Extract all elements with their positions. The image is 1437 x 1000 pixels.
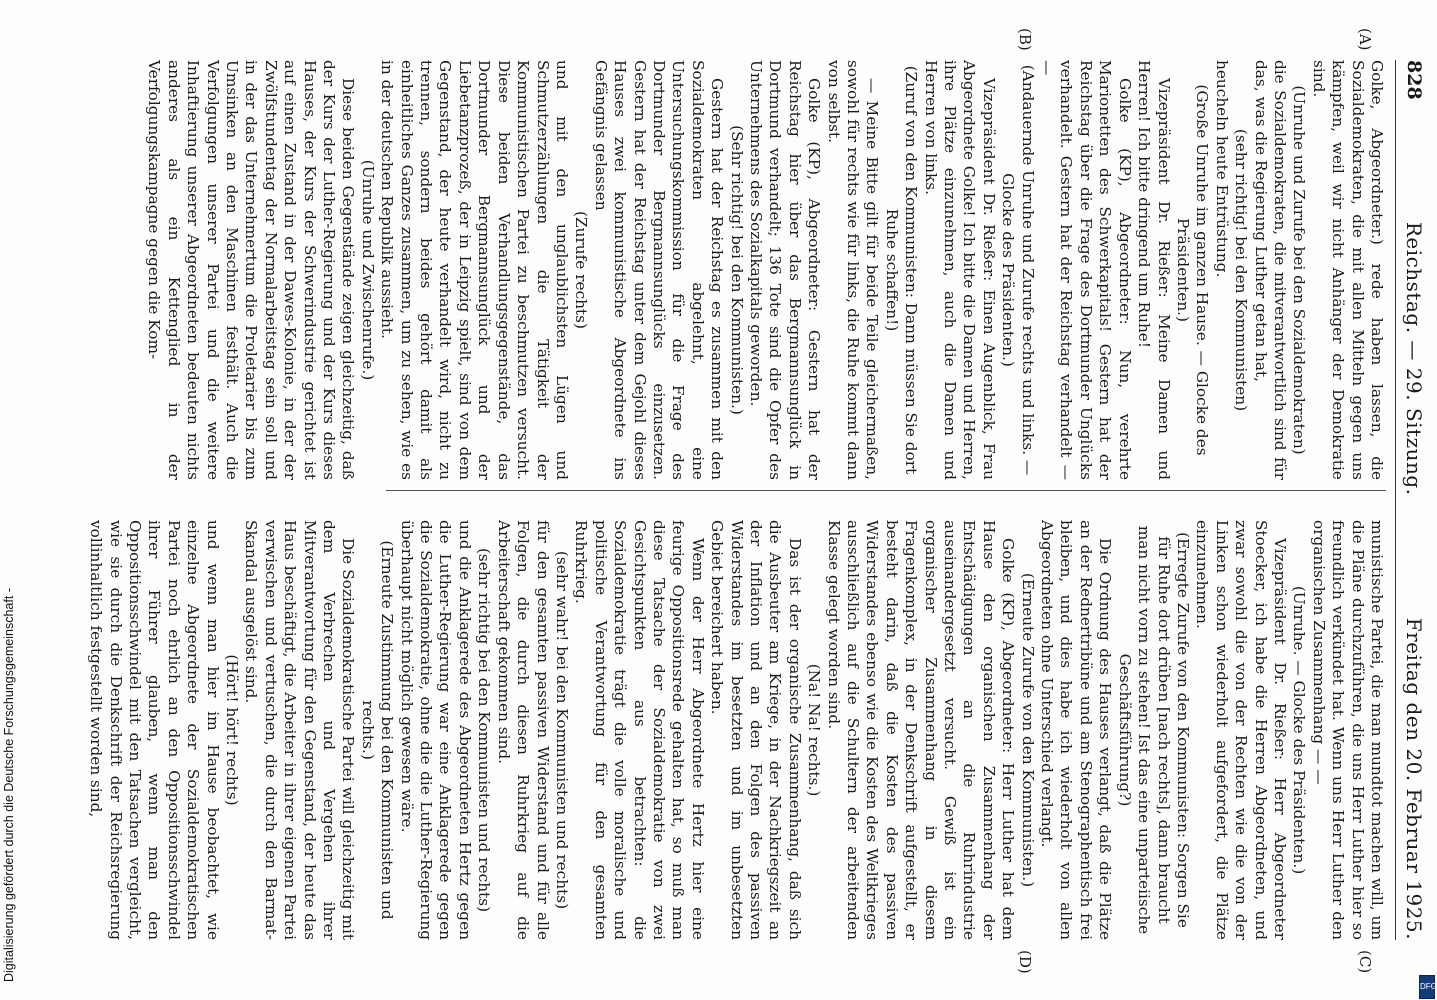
paragraph: und die Anklagerede des Abgeordneten Hertz gegen die Luther-Regierung war eine Anklagerede gegen die Sozialdemokratie, ohne die die Luther-Regierung überhaupt nicht möglich gewesen wäre. xyxy=(397,520,474,940)
paragraph: (Unruhe. — Glocke des Präsidenten.) xyxy=(1290,585,1309,875)
paragraph: — Meine Bitte gilt für beide Teile gleichermaßen, sowohl für rechts wie für links, die Ruhe kommt dann von selbst. xyxy=(824,60,882,480)
margin-mark-a: (A) xyxy=(1356,28,1374,51)
paragraph: (sehr richtig bei den Kommunisten und rechts) xyxy=(475,547,494,913)
paragraph: (Große Unruhe im ganzen Hause. — Glocke des Präsidenten.) xyxy=(1173,84,1212,456)
footer-text: Digitalisierung gefördert durch die Deutsche Forschungsgemeinschaft - xyxy=(2,588,16,982)
margin-mark-d: (D) xyxy=(1016,950,1034,974)
paragraph: (Unruhe und Zwischenrufe.) xyxy=(358,159,377,381)
paragraph: (Andauernde Unruhe und Zurufe rechts und links. — Glocke des Präsidenten.) xyxy=(999,64,1037,476)
paragraph: (Na! Na! rechts.) xyxy=(805,663,824,797)
paragraph: Golke (KP), Abgeordneter: Herr Luther hat dem Hause den organischen Zusammenhang der Entschädigungen an die Ruhrindustrie auseinandergesetzt versucht. Gewiß ist ein organischer Zusammenhang in diesem Fragenkomplex, in der Denkschrift aufgestellt, er besteht darin, daß die Kosten des passiven Widerstandes ebenso wie die Kosten des Weltkrieges ausschließlich auf die Schultern der arbeitenden Klasse gelegt worden sind. xyxy=(824,520,1018,940)
header-date: Freitag den 20. Februar 1925. xyxy=(1402,617,1426,940)
paragraph: die Sozialdemokraten, die mitverantwortlich sind für das, was die Regierung Luther getan hat, xyxy=(1251,60,1289,480)
paragraph: (Sehr richtig! bei den Kommunisten.) xyxy=(727,125,746,415)
paragraph: (Zuruf von den Kommunisten: Dann müssen Sie dort Ruhe schaffen!) xyxy=(882,65,921,475)
text-column-right xyxy=(87,520,1386,940)
paragraph: Golke, Abgeordneter.) rede haben lassen, die Sozialdemokraten, die mit allen Mitteln gegen uns kämpfen, weil wir nicht Anhänger der Demokratie sind. xyxy=(1309,60,1386,480)
paragraph: (Zurufe rechts) xyxy=(572,211,591,329)
header-title: Reichstag. — 29. Sitzung. xyxy=(1402,221,1426,496)
paragraph: (Erneute Zurufe von den Kommunisten.) xyxy=(1018,572,1037,888)
paragraph: Die Ordnung des Hauses verlangt, daß die Plätze an der Rednertribüne und am Stenographentisch frei bleiben, und dies habe ich wiederholt von allen Abgeordneten ohne Unterschied verlangt. xyxy=(1038,520,1115,940)
margin-mark-c: (C) xyxy=(1356,950,1374,974)
paragraph: Vizepräsident Dr. Rießer: Herr Abgeordneter Stoecker, ich habe die Herren Abgeordneten, und zwar sowohl die von der Rechten wie die von der Linken schon wiederholt aufgefordert, die Plätze einzunehmen. xyxy=(1193,520,1289,940)
paragraph: für den gesamten passiven Widerstand und für alle Folgen, die durch diesen Ruhrkrieg auf die Arbeiterschaft gekommen sind. xyxy=(494,520,552,940)
digitization-footer xyxy=(0,0,22,990)
page-number: 828 xyxy=(1403,60,1425,100)
text-column-left xyxy=(145,60,1386,480)
paragraph: munistische Partei, die man mundtot machen will, um die Pläne durchzuführen, die uns Herr Luther hier so freundlich verkündet hat. Wenn uns Herr Luther den organischen Zusammenhang — — xyxy=(1309,520,1386,940)
margin-mark-b: (B) xyxy=(1016,28,1034,51)
paragraph: (Erregte Zurufe von den Kommunisten: Sorgen Sie für Ruhe dort drüben [nach rechts], dann braucht man nicht vorn zu stehen! Ist das eine unparteiische Geschäftsführung?) xyxy=(1115,525,1192,935)
paragraph: (Erneute Zustimmung bei den Kommunisten und rechts.) xyxy=(358,540,397,920)
paragraph: (sehr richtig! bei den Kommunisten) xyxy=(1232,128,1251,412)
paragraph: Wenn der Herr Abgeordnete Hertz hier eine feurige Oppositionsrede gehalten hat, so muß man diese Tatsache der Sozialdemokratie von zwei Gesichtspunkten aus betrachten: die Sozialdemokratie trägt die volle moralische und politische Verantwortung für den gesamten Ruhrkrieg. xyxy=(572,520,707,940)
paragraph: Golke (KP), Abgeordneter: Gestern hat der Reichstag hier über das Bergmannsunglück in Dortmund verhandelt; 136 Tote sind die Opfer des Unternehmens des Sozialkapitals geworden. xyxy=(747,60,824,480)
paragraph: Gestern hat der Reichstag es zusammen mit den Sozialdemokraten abgelehnt, eine Untersuchungskommission für die Frage des Dortmunder Bergmannsunglücks einzusetzen. Gestern hat der Reichstag unter dem Gejohl dieses Hauses zwei kommunistische Abgeordnete ins Gefängnis gelassen xyxy=(591,60,727,480)
paragraph: (sehr wahr! bei den Kommunisten und rechts) xyxy=(552,550,571,910)
paragraph: Vizepräsident Dr. Rießer: Meine Damen und Herren! Ich bitte dringend um Ruhe! xyxy=(1135,60,1173,480)
paragraph: Vizepräsident Dr. Rießer: Einen Augenblick, Frau Abgeordnete Golke! Ich bitte die Damen und Herren, ihre Plätze einzunehmen, auch die Damen und Herren von links. xyxy=(921,60,998,480)
paragraph: Golke (KP), Abgeordneter: Nun, verehrte Marionetten des Schwerkapitals! Gestern hat der Reichstag über die Frage des Dortmunder Unglücks verhandelt. Gestern hat der Reichstag verhandelt — — xyxy=(1038,60,1134,480)
page-header xyxy=(1394,60,1434,940)
paragraph: Die Sozialdemokratische Partei will gleichzeitig mit dem Verbrechen und Vergehen ihrer Mitverantwortung für den Gegenstand, der heute das Haus beschäftigt, die Arbeiter in ihrer eigenen Partei verwischen und vertuschen, die durch den Barmat-Skandal ausgelöst sind. xyxy=(242,520,358,940)
paragraph: und mit den unglaublichsten Lügen und Schmutzerzählungen die Tätigkeit der Kommunistischen Partei zu beschmutzen versucht. Diese beiden Verhandlungsgegenstände, das Dortmunder Bergmannsunglück und der Liebetanzprozeß, der in Leipzig spielt, sind von dem Gegenstand, der heute verhandelt wird, nicht zu trennen, sondern beides gehört damit als einheitliches Ganzes zusammen, um zu sehen, wie es in der deutschen Republik aussieht. xyxy=(378,60,571,480)
paragraph: heucheln heute Entrüstung. xyxy=(1212,60,1231,278)
column-divider xyxy=(386,490,1386,491)
paragraph: und wenn man hier im Hause beobachtet, wie einzelne Abgeordnete der Sozialdemokratischen Partei noch ehrlich an den Oppositionsschwindel ihrer Führer glauben, wenn man den Oppositionsschwindel mit den Tatsachen vergleicht, wie sie durch die Denkschrift der Reichsregierung vollinhaltlich festgestellt worden sind, xyxy=(87,520,222,940)
paragraph: Diese beiden Gegenstände zeigen gleichzeitig, daß der Kurs der Luther-Regierung und der Kurs dieses Hauses, der Kurs der Schwerindustrie gerichtet ist auf einen Zustand in der Dawes-Kolonie, in der der Zwölfstundentag der Normalarbeitstag sein soll und in der das Unternehmertum die Proletarier bis zum Umsinken an den Maschinen festhält. Auch die Verfolgungen unserer Partei und die weitere Inhaftierung unserer Abgeordneten bedeuten nichts anderes als ein Kettenglied in der Verfolgungskampagne gegen die Kom- xyxy=(145,60,358,480)
paragraph: (Unruhe und Zurufe bei den Sozialdemokraten) xyxy=(1290,85,1309,455)
header-rule xyxy=(1395,60,1396,940)
dfg-logo: DFG xyxy=(1419,975,1435,999)
paragraph: (Hört! hört! rechts) xyxy=(223,654,242,806)
paragraph: Das ist der organische Zusammenhang, daß sich die Ausbeuter am Kriege, in der Nachkriegszeit an der Inflation und an den Folgen des passiven Widerstandes im besetzten und im unbesetzten Gebiet bereichert haben. xyxy=(708,520,804,940)
